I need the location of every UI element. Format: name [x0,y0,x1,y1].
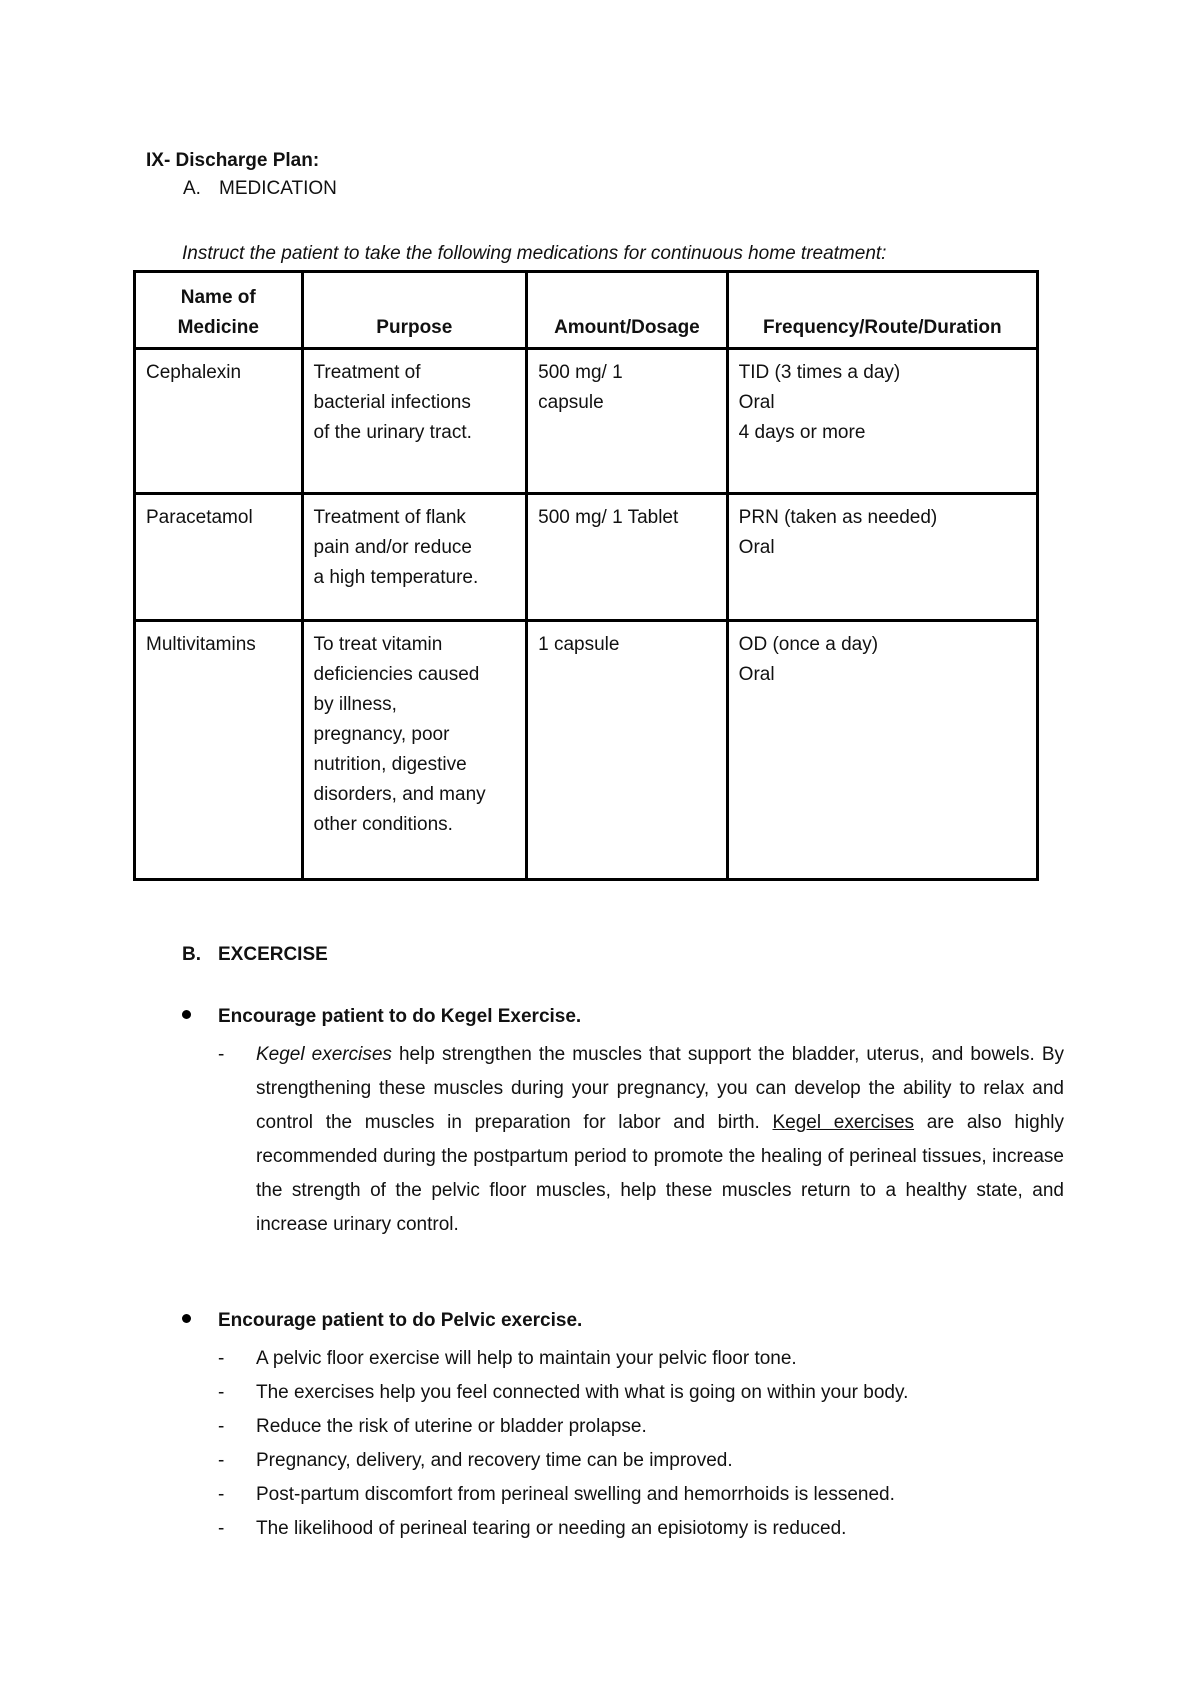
cell-line: other conditions. [313,814,453,835]
cell-line: Oral [738,392,775,413]
frequency-cell [727,349,1037,494]
list-item [218,1512,1064,1546]
list-item-text: The likelihood of perineal tearing or needing an episiotomy is reduced. [256,1518,847,1539]
cell-line: PRN (taken as needed) [738,507,938,528]
list-item [218,1444,1064,1478]
section-a-heading [183,178,337,200]
list-item [218,1478,1064,1512]
section-b-label: B. [182,944,201,965]
dash-marker: - [218,1348,225,1369]
pelvic-bullet-text: Encourage patient to do Pelvic exercise. [218,1310,583,1331]
purpose-cell [302,621,527,880]
cell-line: OD (once a day) [738,634,879,655]
cell-line: TID (3 times a day) [738,362,901,383]
frequency-cell [727,621,1037,880]
kegel-text-part2: are also highly recommended during the postpartum period to promote the healing of perineal tissues, increase the strength of the pelvic floor muscles, help these muscles return to a healthy state, and increase urinary control. [256,1112,1065,1235]
medicine-name: Cephalexin [135,349,303,494]
cell-line: Oral [738,664,775,685]
pelvic-benefits-list [218,1342,1064,1546]
list-item-text: Pregnancy, delivery, and recovery time can be improved. [256,1450,733,1471]
header-line: Medicine [177,317,259,338]
cell-line: 4 days or more [738,422,866,443]
dosage-cell [527,494,728,621]
kegel-bullet-text: Encourage patient to do Kegel Exercise. [218,1006,582,1027]
medicine-name: Multivitamins [135,621,303,880]
cell-line: nutrition, digestive [313,754,467,775]
dash-marker: - [218,1518,225,1539]
dash-marker: - [218,1382,225,1403]
cell-line: 500 mg/ 1 Tablet [538,507,679,528]
list-item [218,1038,1064,1242]
cell-line: Treatment of [313,362,421,383]
table-header-row [135,272,1038,349]
header-amount-dosage: Amount/Dosage [527,272,728,349]
cell-line: capsule [538,392,604,413]
cell-line: a high temperature. [313,567,479,588]
section-a-label: A. [183,178,201,199]
list-item [218,1342,1064,1376]
dash-marker: - [218,1450,225,1471]
table-row [135,349,1038,494]
dash-marker: - [218,1044,225,1065]
kegel-bullet [182,1006,581,1028]
list-item-text: The exercises help you feel connected with what is going on within your body. [256,1382,909,1403]
list-item [218,1410,1064,1444]
list-item-text: Post-partum discomfort from perineal swelling and hemorrhoids is lessened. [256,1484,895,1505]
cell-line: bacterial infections [313,392,471,413]
header-line: Name of [180,287,256,308]
kegel-italic-lead: Kegel exercises [256,1044,392,1065]
cell-line: deficiencies caused [313,664,480,685]
table-row [135,494,1038,621]
cell-line: To treat vitamin [313,634,443,655]
purpose-cell [302,494,527,621]
header-purpose: Purpose [302,272,527,349]
cell-line: pain and/or reduce [313,537,472,558]
page-heading: IX- Discharge Plan: [146,150,320,171]
dosage-cell [527,349,728,494]
cell-line: of the urinary tract. [313,422,472,443]
cell-line: 1 capsule [538,634,620,655]
kegel-exercises-link[interactable]: Kegel exercises [772,1112,915,1133]
cell-line: disorders, and many [313,784,486,805]
cell-line: pregnancy, poor [313,724,450,745]
frequency-cell [727,494,1037,621]
dosage-cell [527,621,728,880]
section-b-title: EXCERCISE [218,944,328,965]
kegel-text-part1: help strengthen the muscles that support the bladder, uterus, and bowels. By strengthening these muscles during your pregnancy, you can develop the ability to relax and control the muscles in preparation for labor and birth. [256,1044,1065,1133]
kegel-description [218,1038,1064,1242]
list-item-text: Reduce the risk of uterine or bladder prolapse. [256,1416,647,1437]
cell-line: Treatment of flank [313,507,466,528]
pelvic-bullet [182,1310,582,1332]
list-item-text: A pelvic floor exercise will help to maintain your pelvic floor tone. [256,1348,797,1369]
cell-line: Oral [738,537,775,558]
section-b-heading [182,944,328,966]
instruction-text: Instruct the patient to take the following medications for continuous home treatment: [182,243,887,264]
cell-line: 500 mg/ 1 [538,362,623,383]
table-row [135,621,1038,880]
cell-line: by illness, [313,694,397,715]
medication-table [133,270,1039,881]
dash-marker: - [218,1416,225,1437]
header-name-of-medicine [135,272,303,349]
medicine-name: Paracetamol [135,494,303,621]
dash-marker: - [218,1484,225,1505]
bullet-icon [182,1010,191,1019]
list-item [218,1376,1064,1410]
header-frequency-route-duration: Frequency/Route/Duration [727,272,1037,349]
purpose-cell [302,349,527,494]
section-a-title: MEDICATION [219,178,337,199]
bullet-icon [182,1314,191,1323]
